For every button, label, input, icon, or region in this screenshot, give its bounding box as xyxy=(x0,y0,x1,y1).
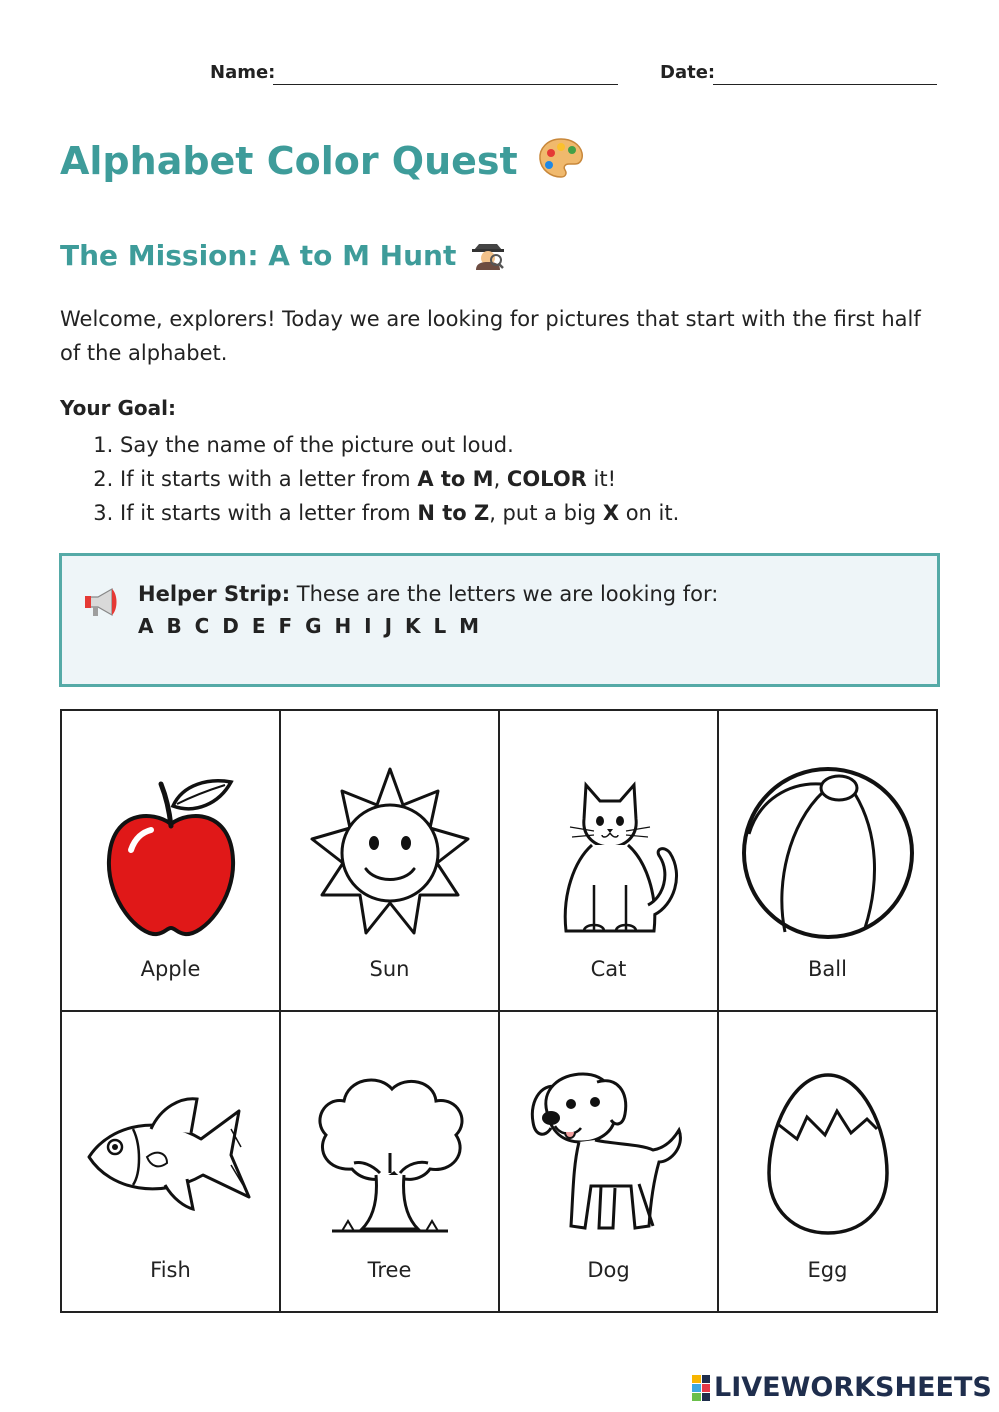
helper-strip xyxy=(59,553,940,687)
detective-icon xyxy=(470,236,506,270)
egg-icon xyxy=(763,1069,893,1239)
goal-step: 2. If it starts with a letter from A to M, COLOR it! xyxy=(120,462,679,496)
picture-label: Cat xyxy=(590,957,627,981)
sun-icon xyxy=(302,765,478,941)
apple-icon xyxy=(91,768,251,938)
tree-icon xyxy=(302,1069,478,1239)
picture-label: Dog xyxy=(587,1258,630,1282)
megaphone-icon xyxy=(82,584,122,620)
picture-label: Ball xyxy=(808,957,847,981)
picture-grid xyxy=(60,709,938,1313)
goal-steps xyxy=(60,428,679,530)
picture-cell[interactable] xyxy=(718,710,937,1011)
helper-text: Helper Strip: These are the letters we are looking for: xyxy=(138,582,719,606)
picture-cell[interactable] xyxy=(718,1011,937,1312)
brand-logo: LIVEWORKSHEETS xyxy=(692,1372,992,1403)
goal-step: 3. If it starts with a letter from N to Z, put a big X on it. xyxy=(120,496,679,530)
picture-cell[interactable] xyxy=(499,710,718,1011)
intro-text: Welcome, explorers! Today we are looking for pictures that start with the first half of the alphabet. xyxy=(60,307,921,365)
dog-icon xyxy=(521,1066,697,1242)
picture-label: Egg xyxy=(807,1258,848,1282)
picture-label: Tree xyxy=(367,1258,412,1282)
name-label: Name: xyxy=(210,62,276,83)
name-field[interactable] xyxy=(273,64,618,85)
fish-icon xyxy=(81,1089,261,1219)
liveworksheets-logo-icon xyxy=(692,1375,710,1401)
page-title: Alphabet Color Quest xyxy=(60,136,585,183)
goal-heading: Your Goal: xyxy=(60,396,176,420)
date-field[interactable] xyxy=(713,64,937,85)
picture-label: Fish xyxy=(150,1258,191,1282)
picture-cell[interactable] xyxy=(499,1011,718,1312)
date-label: Date: xyxy=(660,62,716,83)
picture-label: Apple xyxy=(140,957,201,981)
picture-label: Sun xyxy=(369,957,410,981)
picture-cell[interactable] xyxy=(61,1011,280,1312)
picture-cell[interactable] xyxy=(280,1011,499,1312)
mission-heading: The Mission: A to M Hunt xyxy=(60,236,506,272)
helper-letters: A B C D E F G H I J K L M xyxy=(138,614,483,638)
cat-icon xyxy=(534,765,684,941)
goal-step: 1. Say the name of the picture out loud. xyxy=(120,428,679,462)
palette-icon xyxy=(537,136,585,180)
ball-icon xyxy=(739,764,917,942)
picture-cell[interactable] xyxy=(61,710,280,1011)
picture-cell[interactable] xyxy=(280,710,499,1011)
